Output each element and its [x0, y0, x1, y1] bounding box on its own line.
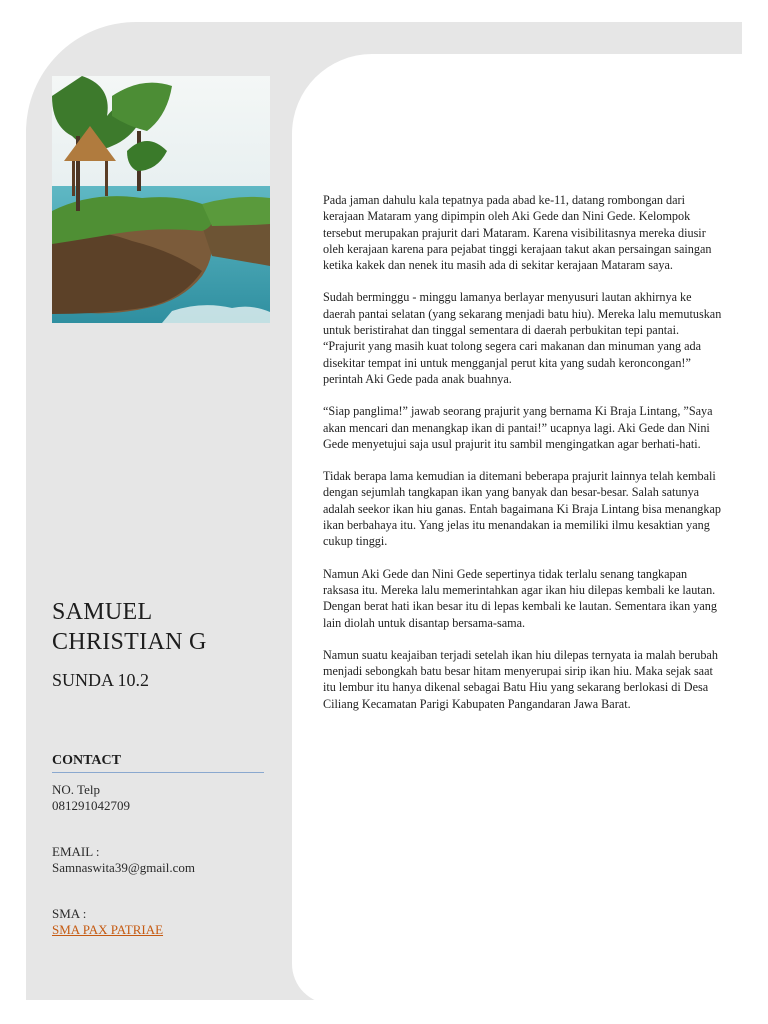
email-label: EMAIL : — [52, 844, 100, 859]
profile-class: SUNDA 10.2 — [52, 670, 150, 690]
article-body — [323, 192, 723, 728]
phone-value: 081291042709 — [52, 798, 130, 813]
school-field — [52, 906, 163, 938]
email-field — [52, 844, 195, 876]
article-paragraph: Pada jaman dahulu kala tepatnya pada abad ke-11, datang rombongan dari kerajaan Mataram yang dipimpin oleh Aki Gede dan Nini Gede. Kelompok tersebut merupakan prajurit dari Mataram. Karena visibilitasnya mereka diusir oleh kerajaan karena para pejabat tinggi kerajaan takut akan persaingan saingan ketika kakek dan nenek itu masih ada di sekitar kerajaan Mataram saya. — [323, 193, 712, 273]
phone-label: NO. Telp — [52, 782, 100, 797]
school-label: SMA : — [52, 906, 87, 921]
article-paragraph: Namun Aki Gede dan Nini Gede sepertinya tidak terlalu senang tangkapan raksasa itu. Mereka lalu memerintahkan agar ikan hiu dilepas kembali ke lautan. Dengan berat hati ikan besar itu di lepas kembali ke lautan. Sementara ikan yang lain diolah untuk disantap bersama-sama. — [323, 566, 717, 630]
school-link[interactable]: SMA PAX PATRIAE — [52, 922, 164, 937]
coastal-photo — [52, 76, 270, 323]
phone-field — [52, 782, 130, 814]
profile-name: SAMUEL CHRISTIAN G — [52, 599, 207, 655]
article-paragraph: “Siap panglima!” jawab seorang prajurit yang bernama Ki Braja Lintang, ”Saya akan mencari dan menangkap ikan di pantai!” ucapnya lagi. Aki Gede dan Nini Gede menyetujui saja usul prajurit itu sambil mengingatkan agar berhati-hati. — [323, 404, 713, 451]
article-paragraph: Sudah berminggu - minggu lamanya berlayar menyusuri lautan akhirnya ke daerah pantai selatan (yang sekarang menjadi batu hiu). Mereka lalu memutuskan untuk beristirahat dan tinggal sementara di daerah perbukitan tepi pantai. “Prajurit yang masih kuat tolong segera cari makanan dan minuman yang ada disekitar tempat ini untuk mengganjal perut kita yang sudah keroncongan!” perintah Aki Gede pada anak buahnya. — [323, 290, 722, 386]
email-value: Samnaswita39@gmail.com — [52, 860, 196, 875]
article-paragraph: Namun suatu keajaiban terjadi setelah ikan hiu dilepas ternyata ia malah berubah menjadi sebongkah batu besar hitam menyerupai sirip ikan hiu. Maka sejak saat itu lembur itu hanya dikenal sebagai Batu Hiu yang sekarang berlokasi di Desa Ciliang Kecamatan Parigi Kabupaten Pangandaran Jawa Barat. — [323, 647, 718, 711]
contact-heading: CONTACT — [52, 753, 264, 773]
coastal-photo-image — [52, 76, 270, 323]
article-paragraph: Tidak berapa lama kemudian ia ditemani beberapa prajurit lainnya telah kembali dengan sejumlah tangkapan ikan yang banyak dan besar-besar. Salah satunya adalah seekor ikan hiu ganas. Entah bagaimana Ki Braja Lintang bisa menangkap ikan berbahaya itu. Yang jelas itu menandakan ia memiliki ilmu kesaktian yang cukup tinggi. — [323, 469, 721, 549]
